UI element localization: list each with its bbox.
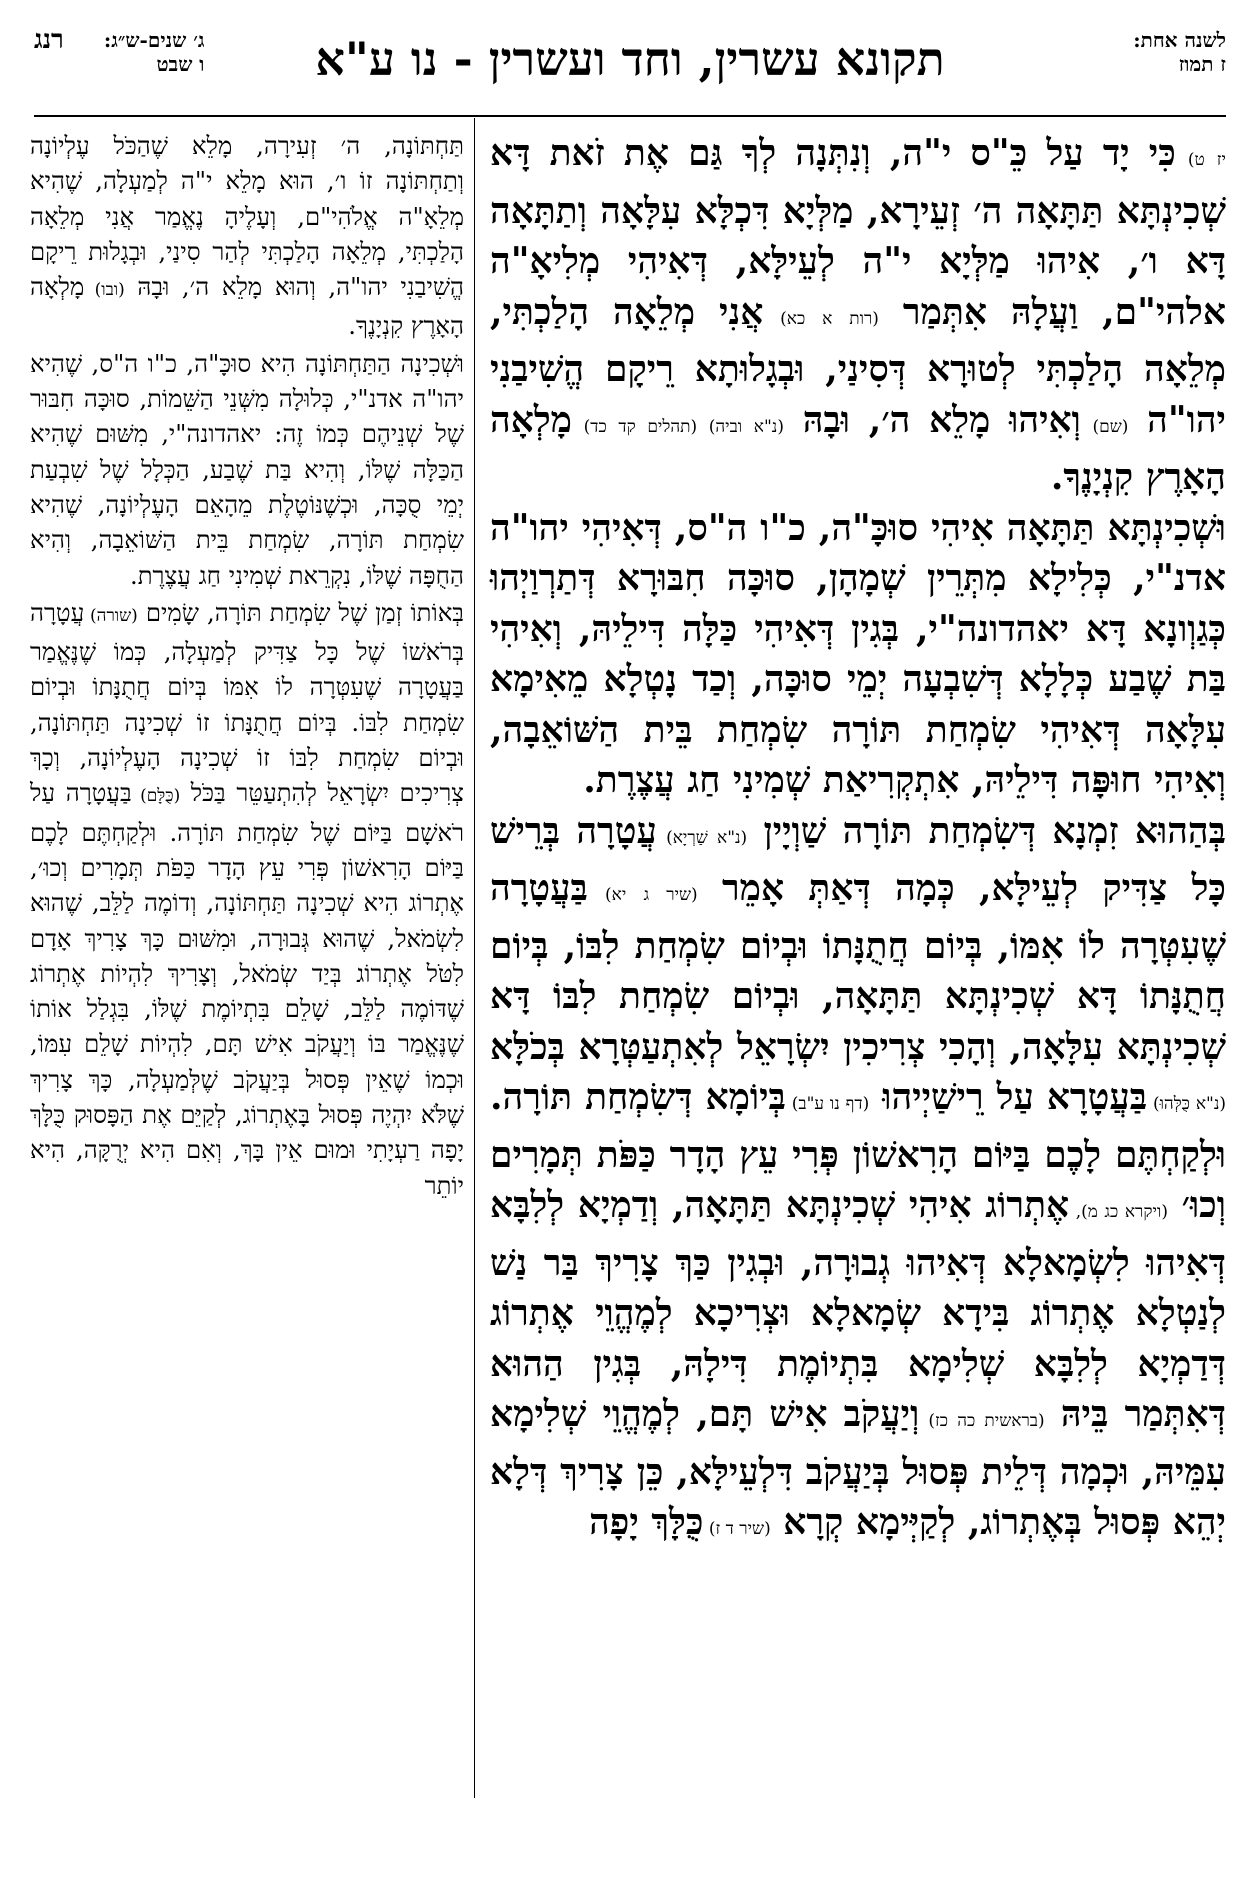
source-reference: (כֻּלָּם) [131,786,181,807]
source-reference: (רות א כא) [763,308,879,329]
source-reference: (ובו) [84,280,125,301]
commentary-paragraph-1 [30,128,464,344]
source-reference: (ויקרא כג מ), [1069,1202,1168,1222]
text-segment: עֲטָרָה בְּרֹאשׁוֹ שֶׁל כָּל צַדִּיק לְמַעְלָה, כְּמוֹ שֶׁנֶּאֱמַר בַּעֲטָרָה שֶׁעִטְּרָה לוֹ אִמּוֹ בְּיוֹם חֲתֻנָּתוֹ וּבְיוֹם שִׂמְחַת לִבּוֹ. בְּיוֹם חֲתֻנָּתוֹ זוֹ שְׁכִינָה תַּחְתּוֹנָה, וּבְיוֹם שִׂמְחַת לִבּוֹ זוֹ שְׁכִינָה הָעֶלְיוֹנָה, וְכָךְ צְרִיכִים יִשְׂרָאֵל לְהִתְעַטֵּר בַּכֹּל [30,597,464,808]
text-segment: בְּיוֹמָא דְּשִׂמְחַת תּוֹרָה. וּלְקַחְתֶּם לָכֶם בַּיּוֹם הָרִאשׁוֹן פְּרִי עֵץ הָדָר כַּפֹּת תְּמָרִים וְכוּ׳ [490,1076,1226,1226]
source-reference: (שיר ד ז) [703,1519,771,1539]
commentary-paragraph-2: וּשְׁכִינָה הַתַּחְתּוֹנָה הִיא סוּכָּ"ה, כ"ו ה"ס, שֶׁהִיא יהו"ה אדנ"י, כְּלוּלָה מִשְּׁנֵי הַשֵּׁמוֹת, סוּכָּה חִבּוּר שֶׁל שְׁנֵיהֶם כְּמוֹ זֶה: יאהדונה"י, מִשּׁוּם שֶׁהִיא הַכַּלָּה שֶׁלּוֹ, וְהִיא בַּת שֶׁבַע, הַכְּלָל שֶׁל שִׁבְעַת יְמֵי סֻכָּה, וּכְשֶׁנּוֹטֶלֶת מֵהָאֵם הָעֶלְיוֹנָה, שֶׁהִיא שִׂמְחַת תּוֹרָה, שִׂמְחַת בֵּית הַשּׁוֹאֵבָה, וְהִיא הַחֻפָּה שֶׁלּוֹ, נִקְרֵאת שְׁמִינִי חַג עֲצֶרֶת. [30,348,464,590]
text-segment: בַּעֲטָרָה עַל רֹאשָׁם בַּיּוֹם שֶׁל שִׂמְחַת תּוֹרָה. וּלְקַחְתֶּם לָכֶם בַּיּוֹם הָרִאשׁוֹן פְּרִי עֵץ הָדָר כַּפֹּת תְּמָרִים וְכוּ׳, אֶתְרוֹג הִיא שְׁכִינָה תַּחְתּוֹנָה, וְדוֹמֶה לַלֵּב, שֶׁהוּא לִשְׂמֹאל, שֶׁהוּא גְּבוּרָה, וּמִשּׁוּם כָּךְ צָרִיךְ אָדָם לִטֹּל אֶתְרוֹג בְּיַד שְׂמֹאל, וְצָרִיךְ לִהְיוֹת אֶתְרוֹג שֶׁדּוֹמֶה לַלֵּב, שָׁלֵם בִּתְיוֹמֶת שֶׁלּוֹ, בִּגְלַל אוֹתוֹ שֶׁנֶּאֱמַר בּוֹ וְיַעֲקֹב אִישׁ תָּם, לִהְיוֹת שָׁלֵם עִמּוֹ, וּכְמוֹ שֶׁאֵין פְּסוּל בְּיַעֲקֹב שֶׁלְּמַעְלָה, כָּךְ צָרִיךְ שֶׁלֹּא יִהְיֶה פְּסוּל בָּאֶתְרוֹג, לְקַיֵּם אֶת הַפָּסוּק כֻּלָּךְ יָפָה רַעְיָתִי וּמוּם אֵין בָּךְ, וְאִם הִיא יְרֻקָּה, הִיא יוֹתֵר [30,778,464,1200]
text-segment: וְאִיהוּ מָלֵא ה׳, וּבָהּ [783,398,1081,441]
source-reference: (שיר ג יא) [587,885,698,905]
running-header [34,25,1226,118]
header-left-line2: ו שבט [156,52,205,76]
main-paragraph-3 [490,806,1226,1555]
text-segment: בַּעֲטָרָא עַל רֵישַׁיְיהוּ [869,1076,1148,1118]
main-paragraph-2: וּשְׁכִינְתָּא תַּתָּאָה אִיהִי סוּכָּ"ה, כ"ו ה"ס, דְּאִיהִי יהו"ה אדנ"י, כְּלִילָא מִתְּרֵין שְׁמָהָן, סוּכָּה חִבּוּרָא דְּתַרְוַיְהוּ כְּגַוְונָא דָּא יאהדונה"י, בְּגִין דְּאִיהִי כַּלָּה דִּילֵיהּ, וְאִיהִי בַּת שֶׁבַע כְּלָלָא דְּשִׁבְעָה יְמֵי סוּכָּה, וְכַד נָטְלָא מֵאִימָא עִלָּאָה דְּאִיהִי שִׂמְחַת תּוֹרָה שִׂמְחַת בֵּית הַשּׁוֹאֵבָה, וְאִיהִי חוּפָּה דִּילֵיהּ, אִתְקְרִיאַת שְׁמִינִי חַג עֲצֶרֶת. [490,506,1226,801]
main-column [490,128,1226,1788]
text-segment: וְיַעֲקֹב אִישׁ תָּם, לְמֶהֱוֵי שְׁלִימָא עִמֵּיהּ, וּכְמָה דְּלֵית פְּסוּל בְּיַעֲקֹב דִּלְעֵילָּא, כֵּן צָרִיךְ דְּלָא יְהֵא פְּסוּל בְּאֶתְרוֹג, לְקַיְּימָא קְרָא [490,1393,1226,1543]
main-paragraph-1 [490,128,1226,503]
text-segment: בְּהַהוּא זִמְנָא דְּשִׂמְחַת תּוֹרָה שַׁוְיָין [747,809,1226,852]
header-right-line2: ז תמוז [1178,52,1226,76]
source-reference: (נ"א שַׁרְיָא) [656,827,748,848]
text-segment: בְּאוֹתוֹ זְמַן שֶׁל שִׂמְחַת תּוֹרָה, שָׂמִים [137,597,464,627]
text-segment: אֲנִי מְלֵאָה הָלַכְתִּי, מְלֵאָה הָלַכְתִּי לְטוּרָא דְּסִינַי, וּבְגָלוּתָא רֵיקָם הֱשִׁיבַנִי יהו"ה [490,290,1226,441]
text-segment: עֲטָרָה בְּרֵישׁ כָּל צַדִּיק לְעֵילָּא, כְּמָה דְּאַתְּ אָמֵר [490,809,1227,909]
source-reference: (דף נו ע"ב) [785,1094,870,1114]
text-segment: כִּי יָד עַל כֵּ"ס י"ה, וְנִתְּנָה לְךָ גַּם אֶת זֹאת דָּא שְׁכִינְתָּא תַּתָּאָה ה׳ זְעֵירָא, מַלְּיָא דִּכְלָּא עִלָּאָה וְתַתָּאָה דָּא ו׳, אִיהוּ מַלְּיָא י"ה לְעֵילָּא, דְּאִיהִי מְלִיאָ"ה אלהי"ם, וַעֲלָהּ אִתְּמַר [490,132,1226,333]
header-right-line1: לשנה אחת: [1133,28,1226,52]
page-title: תקונא עשרין, וחד ועשרין - נו ע"א [315,32,945,86]
commentary-paragraph-3 [30,595,464,1203]
text-segment: בַּעֲטָרָה שֶׁעִטְּרָה לוֹ אִמּוֹ, בְּיוֹם חֲתֻנָּתוֹ וּבְיוֹם שִׂמְחַת לִבּוֹ, בְּיוֹם חֲתֻנָּתוֹ דָּא שְׁכִינְתָּא תַּתָּאָה, וּבְיוֹם שִׂמְחַת לִבּוֹ דָּא שְׁכִינְתָּא עִלָּאָה, וְהָכִי צְרִיכִין יִשְׂרָאֵל לְאִתְעַטְּרָא בְּכֹלָּא [490,867,1226,1068]
column-divider [474,118,475,1798]
text-segment: אֶתְרוֹג אִיהִי שְׁכִינְתָּא תַּתָּאָה, וְדַמְיָא לְלִבָּא דְּאִיהוּ לִשְׂמָאלָא דְּאִיהוּ גְבוּרָה, וּבְגִין כַּךְ צָרִיךְ בַּר נַשׁ לְנַטְלָא אֶתְרוֹג בִּידָא שְׂמָאלָא וּצְרִיכָא לְמֶהֱוֵי אֶתְרוֹג דְּדַמְיָא לְלִבָּא שְׁלִימָא בִּתְיוֹמֶת דִּילָהּ, בְּגִין הַהוּא דְּאִתְּמַר בֵּיהּ [490,1184,1226,1435]
source-reference: (בראשית כה כז) [919,1411,1045,1431]
text-segment: תַּחְתּוֹנָה, ה׳ זְעִירָה, מָלֵא שֶׁהַכֹּל עֶלְיוֹנָה וְתַחְתּוֹנָה זוֹ ו׳, הוּא מָלֵא י"ה לְמַעְלָה, שֶׁהִיא מְלֵאָ"ה אֱלֹהִי"ם, וְעָלֶיהָ נֶאֱמַר אֲנִי מְלֵאָה הָלַכְתִּי, מְלֵאָה הָלַכְתִּי לְהַר סִינַי, וּבְגָלוּת רֵיקָם הֱשִׁיבַנִי יהו"ה, וְהוּא מָלֵא ה׳, וּבָהּ [30,131,465,302]
text-segment: מָלְאָה הָאָרֶץ קִנְיָנֶךָ. [30,272,464,341]
text-segment: כֻּלָּךְ יָפָה [589,1501,704,1543]
source-reference: (שם) [1080,416,1129,437]
header-left-line1: ג׳ שנים-ש״ג: [103,28,205,52]
page-number: רנג [34,25,64,55]
source-reference: (נ"א כֻּלְּהוּ) [1147,1094,1227,1114]
source-reference: יז ט) [1175,150,1227,170]
commentary-column [30,128,464,1798]
header-rule [34,115,1226,117]
source-reference: (נ"א וביה) (תהלים קד כד) [572,416,784,437]
header-left [34,25,205,76]
source-reference: (שורה) [84,605,138,626]
text-segment: מָלְאָה הָאָרֶץ קִנְיָנֶךָ. [490,398,1226,498]
